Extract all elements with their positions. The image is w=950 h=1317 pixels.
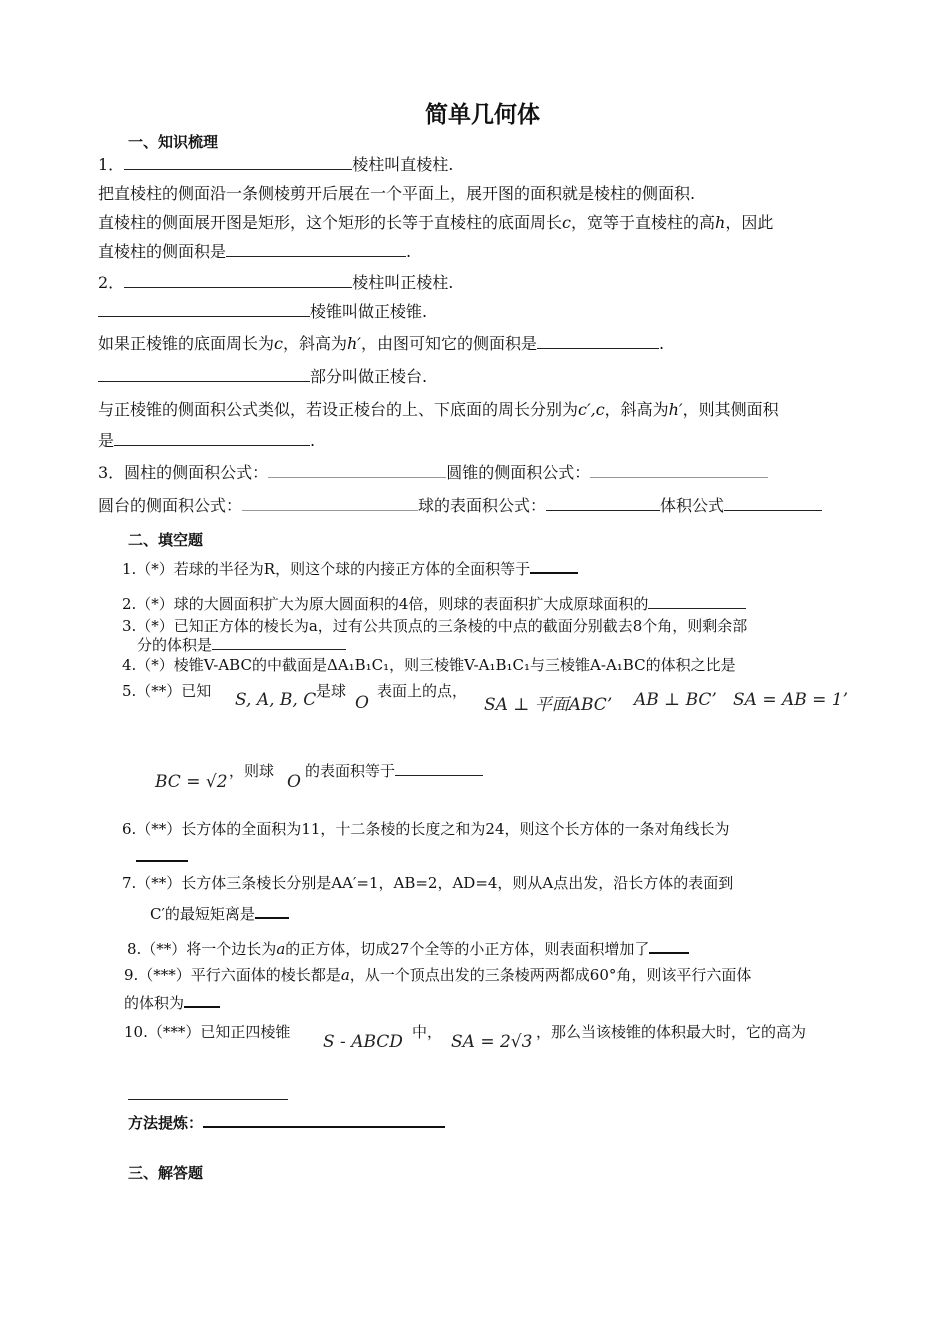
blank [724, 496, 822, 511]
text: . [310, 431, 316, 450]
text: 的表面积等于 [305, 762, 396, 780]
q10-pyramid: S - ABCD [323, 1032, 403, 1052]
formula: SA = AB = 1 [733, 690, 843, 710]
text: ，因此 [725, 213, 774, 232]
blank [114, 431, 310, 446]
text: 8.（**）将一个边长为 [127, 940, 277, 958]
q5-text: ，则球 [229, 762, 275, 780]
text: 1.（*）若球的半径为R，则这个球的内接正方体的全面积等于 [122, 560, 531, 578]
question-2 [122, 593, 746, 615]
question-8 [127, 938, 689, 960]
blank [226, 242, 406, 257]
item-number: 1． [98, 155, 125, 174]
blank [530, 558, 578, 574]
question-9a [124, 964, 751, 986]
line-7 [98, 333, 664, 355]
blank [98, 302, 310, 317]
blank [648, 594, 746, 609]
q5-perp-2: AB ⊥ BC’ [634, 690, 717, 710]
blank [242, 496, 418, 511]
section3-heading: 三、解答题 [128, 1164, 204, 1182]
text: 如果正棱锥的底面周长为 [98, 334, 275, 353]
var-a: a [340, 966, 350, 984]
text: 体积公式 [660, 496, 725, 515]
line-9 [98, 399, 779, 421]
text: 2.（*）球的大圆面积扩大为原大圆面积的4倍，则球的表面积扩大成原球面积的 [122, 595, 649, 613]
blank [98, 367, 310, 382]
q6-blank [136, 846, 188, 862]
blank [395, 761, 483, 776]
question-3b [137, 634, 346, 656]
q5-points: S, A, B, C [235, 690, 317, 710]
question-1 [122, 558, 578, 580]
text: ，从一个顶点出发的三条棱两两都成60°角，则该平行六面体 [349, 966, 752, 984]
text: 的正方体，切成27个全等的小正方体，则表面积增加了 [285, 940, 650, 958]
text: ，斜高为 [282, 334, 347, 353]
line-1 [98, 154, 453, 176]
question-5 [122, 680, 211, 702]
section1-heading: 一、知识梳理 [128, 133, 219, 151]
blank [184, 992, 220, 1008]
line-2: 把直棱柱的侧面沿一条侧棱剪开后展在一个平面上，展开图的面积就是棱柱的侧面积. [98, 184, 696, 203]
text: 球的表面积公式： [418, 496, 547, 515]
text: 是 [98, 431, 115, 450]
text: . [658, 334, 665, 353]
text: 部分叫做正棱台. [310, 367, 428, 386]
q5-sphere-o2: O [287, 772, 301, 792]
text: 的体积为 [124, 994, 185, 1012]
question-7b [150, 903, 289, 925]
line-5 [98, 272, 453, 294]
line-4 [98, 241, 411, 263]
q10-text: ，那么当该棱锥的体积最大时，它的高为 [536, 1023, 807, 1041]
page-title: 简单几何体 [425, 102, 540, 128]
question-9b [124, 992, 220, 1014]
text: 棱柱叫正棱柱. [352, 273, 454, 292]
var-h-prime: h′ [347, 334, 361, 353]
var-c: c [274, 334, 283, 353]
blank [268, 463, 446, 478]
question-10: 10.（***）已知正四棱锥 [124, 1023, 291, 1041]
text: 圆台的侧面积公式： [98, 496, 243, 515]
text: 与正棱锥的侧面积公式类似，若设正棱台的上、下底面的周长分别为 [98, 400, 579, 419]
blank [212, 635, 346, 650]
text: ，则其侧面积 [682, 400, 779, 419]
q5-perp-1: SA ⊥ 平面ABC’ [484, 695, 613, 715]
text: 5.（**）已知 [122, 682, 212, 700]
formula: AB ⊥ BC [634, 690, 712, 710]
blank [203, 1110, 445, 1128]
q5-text: 是球 [316, 682, 347, 700]
text: 分的体积是 [137, 636, 213, 654]
text: ，由图可知它的侧面积是 [360, 334, 537, 353]
text: ，宽等于直棱柱的高 [570, 213, 715, 232]
var-h-prime: h′ [668, 400, 683, 419]
text: 直棱柱的侧面积是 [98, 242, 227, 261]
q10-blank [128, 1087, 288, 1100]
q5-sphere-o: O [355, 693, 369, 713]
line-6 [98, 301, 427, 323]
blank [124, 155, 352, 170]
text: 棱锥叫做正棱锥. [310, 302, 428, 321]
blank [537, 334, 659, 349]
question-7a: 7.（**）长方体三条棱长分别是AA′=1，AB=2，AD=4，则从A点出发，沿长方体的表面到 [122, 874, 734, 892]
blank [255, 903, 289, 919]
question-3a: 3.（*）已知正方体的棱长为a，过有公共顶点的三条棱的中点的截面分别截去8个角，则剩余部 [122, 617, 748, 635]
blank [124, 273, 352, 288]
section2-heading: 二、填空题 [128, 531, 204, 549]
text: 9.（***）平行六面体的棱长都是 [124, 966, 341, 984]
q5-text: 表面上的点， [377, 682, 468, 700]
text: . [406, 242, 412, 261]
var-c: c [562, 213, 571, 232]
blank [649, 938, 689, 954]
item-number: 2． [98, 273, 125, 292]
var-h: h [715, 213, 726, 232]
blank [546, 496, 660, 511]
line-8 [98, 366, 427, 388]
question-4: 4.（*）棱锥V-ABC的中截面是ΔA₁B₁C₁，则三棱锥V-A₁B₁C₁与三棱锥A-A₁BC的体积之比是 [122, 656, 736, 674]
line-11 [98, 462, 768, 484]
text: 3．圆柱的侧面积公式： [98, 463, 269, 482]
text: ，斜高为 [604, 400, 669, 419]
var-c-prime-c: c′,c [578, 400, 605, 419]
method-summary [128, 1110, 445, 1133]
text: C′的最短矩离是 [150, 905, 255, 923]
q10-text: 中， [412, 1023, 443, 1041]
q5-equal: SA = AB = 1’ [733, 690, 849, 710]
text: 直棱柱的侧面展开图是矩形，这个矩形的长等于直棱柱的底面周长 [98, 213, 563, 232]
method-label: 方法提炼： [128, 1114, 204, 1132]
q5-bc: BC = √2 [155, 772, 228, 792]
line-10 [98, 430, 315, 452]
question-6: 6.（**）长方体的全面积为11，十二条棱的长度之和为24，则这个长方体的一条对角线长为 [122, 820, 730, 838]
text: 圆锥的侧面积公式： [446, 463, 591, 482]
line-3 [98, 212, 773, 234]
var-a: a [276, 940, 286, 958]
text: 棱柱叫直棱柱. [352, 155, 454, 174]
q5-text [305, 760, 483, 782]
line-12 [98, 495, 822, 517]
q10-sa: SA = 2√3 [451, 1032, 533, 1052]
blank [590, 463, 768, 478]
formula: SA ⊥ 平面ABC [484, 695, 607, 715]
